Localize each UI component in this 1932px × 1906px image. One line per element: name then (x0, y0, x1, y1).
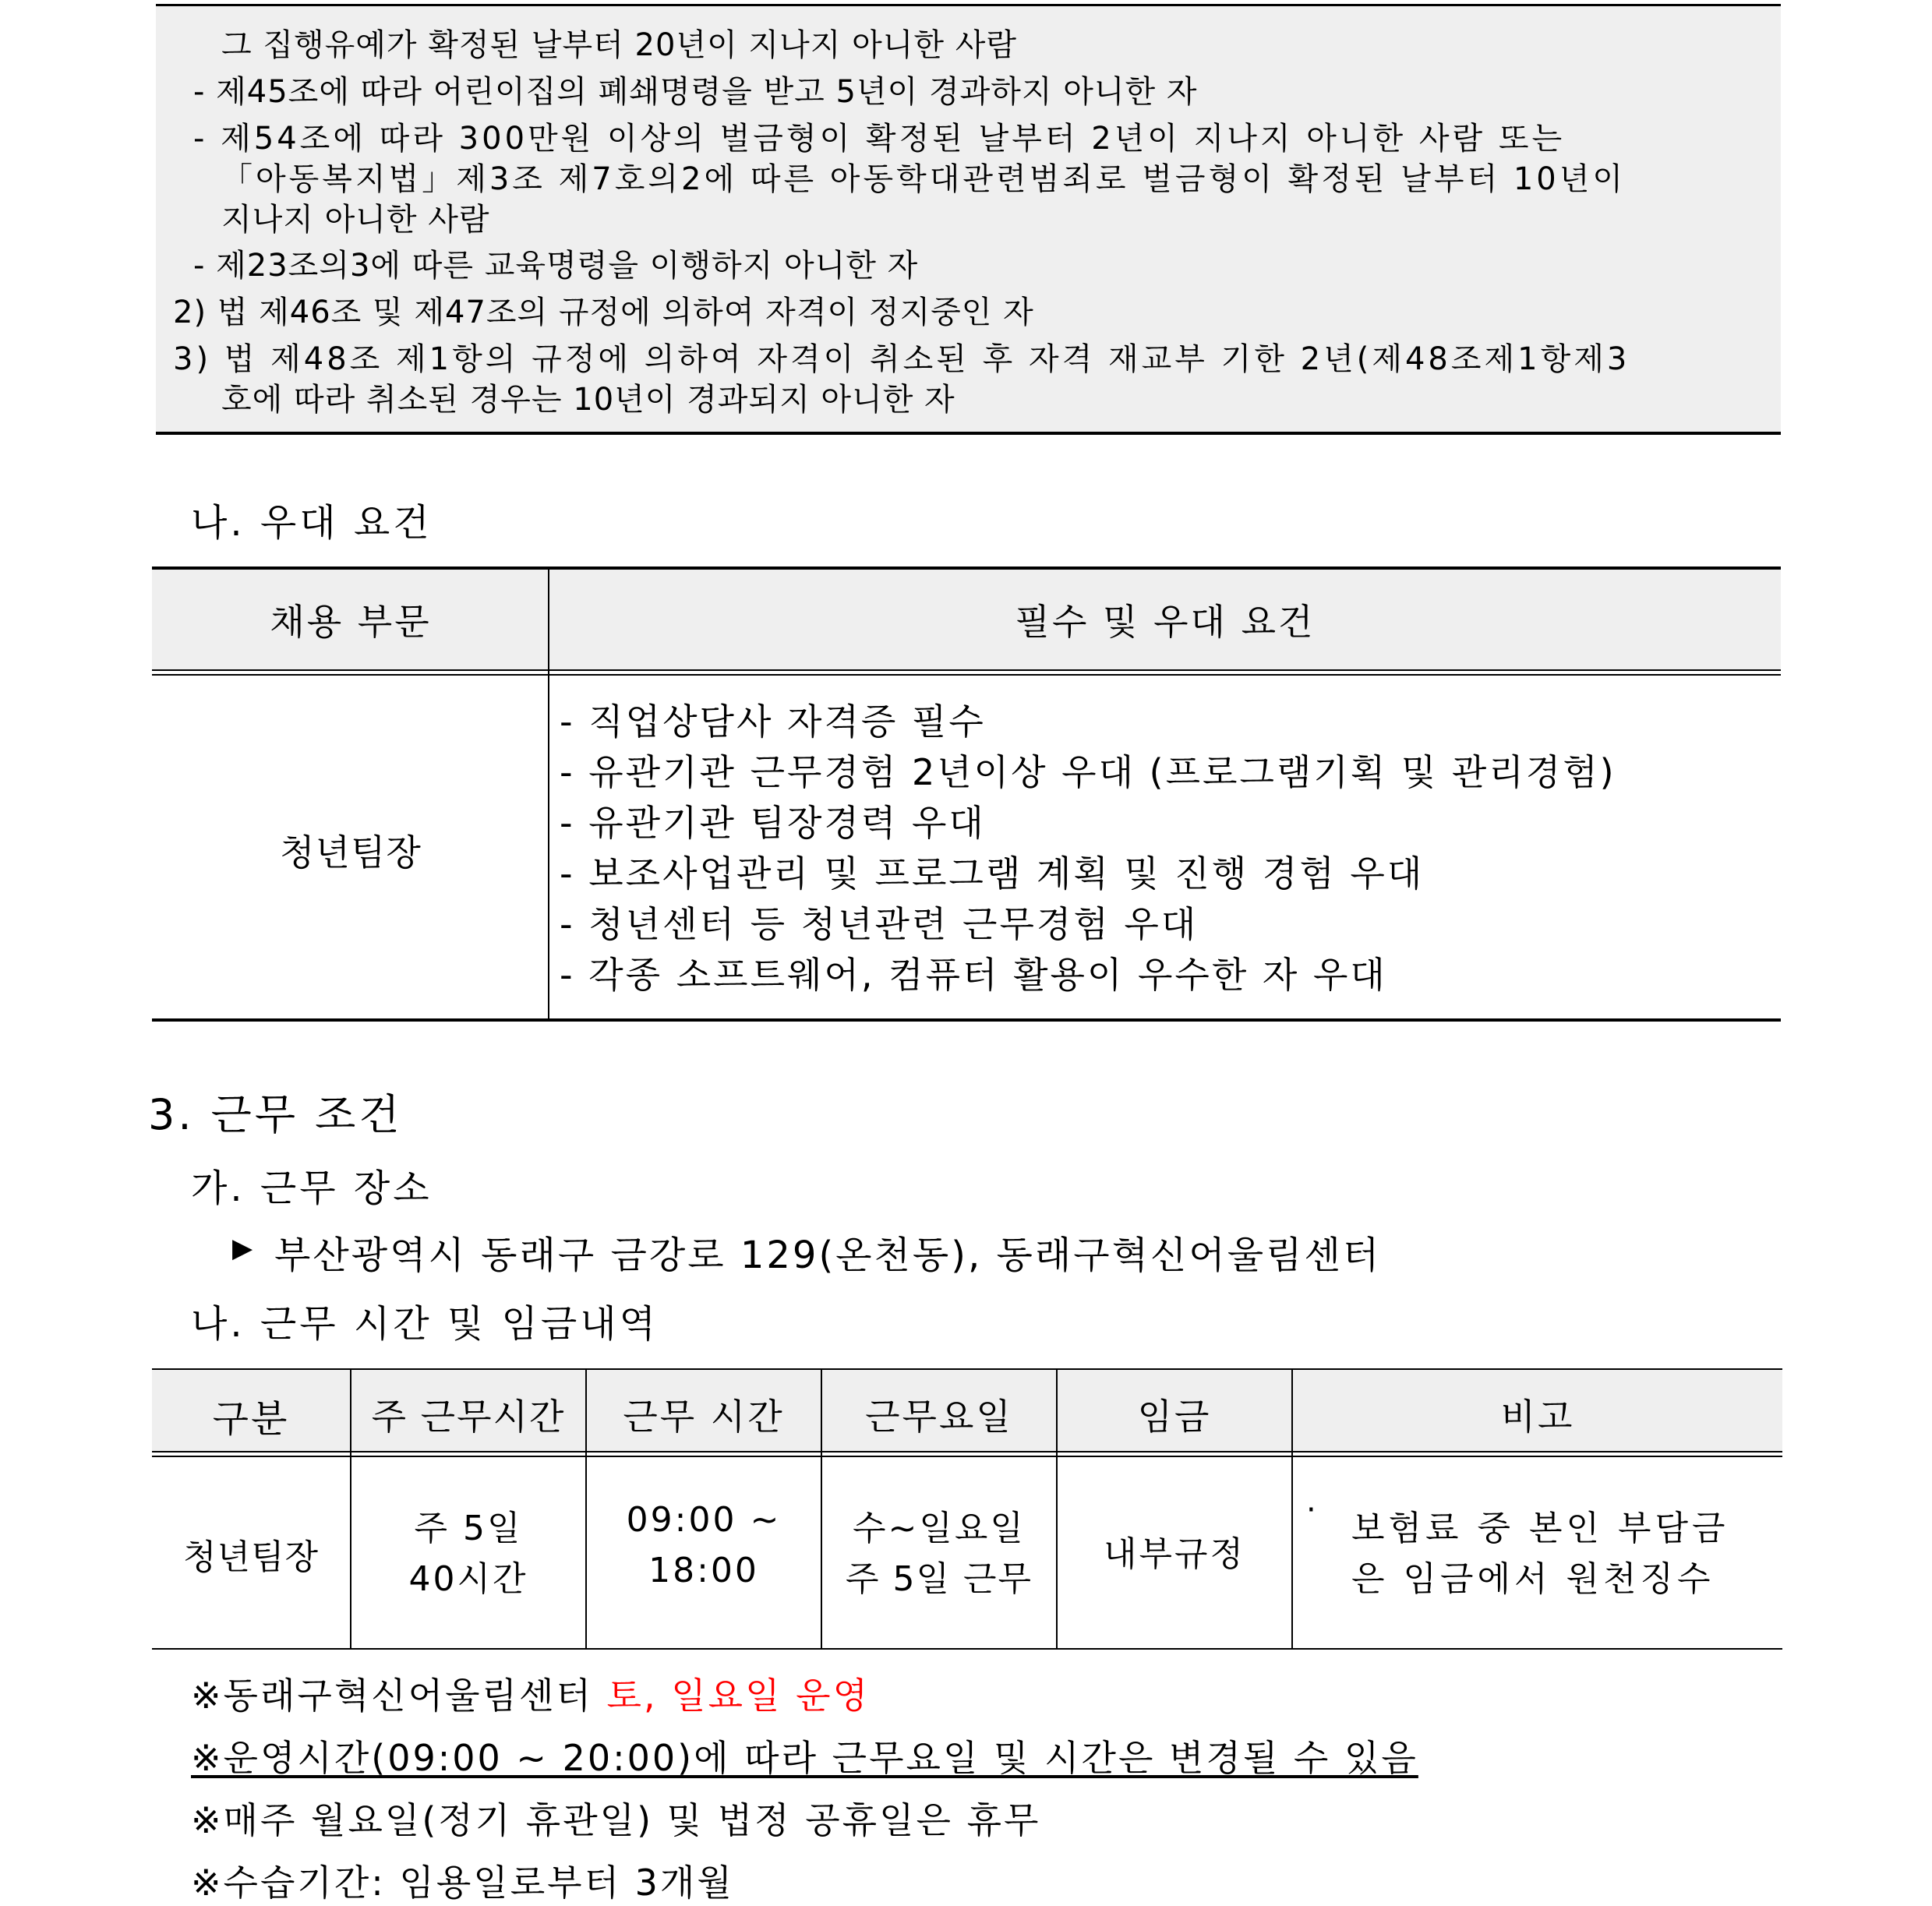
table2-remark-line-1: 보험료 중 본인 부담금 (1351, 1509, 1729, 1548)
work-location: 부산광역시 동래구 금강로 129(온천동), 동래구혁신어울림센터 (274, 1234, 1382, 1277)
note-operating-days-prefix: ※동래구혁신어울림센터 (191, 1675, 607, 1717)
table2-header-weekly-hours: 주 근무시간 (371, 1396, 566, 1438)
table2-weekly-line-2: 40시간 (408, 1559, 528, 1599)
box-line-1: 그 집행유예가 확정된 날부터 20년이 지나지 아니한 사람 (221, 27, 1017, 63)
hours-heading: 나. 근무 시간 및 임금내역 (191, 1302, 659, 1346)
table1-bottom-rule (152, 1018, 1781, 1022)
box-line-5: 지나지 아니한 사람 (221, 202, 490, 238)
requirement-item: - 직업상담사 자격증 필수 (560, 701, 986, 743)
table2-time-line-2: 18:00 (648, 1551, 759, 1590)
table2-header-rule-2 (152, 1456, 1782, 1457)
box-line-8: 3) 법 제48조 제1항의 규정에 의하여 자격이 취소된 후 자격 재교부 기한 2년(제48조제1항제3 (173, 341, 1630, 377)
table1-header-rule (152, 669, 1781, 671)
requirement-item: - 각종 소프트웨어, 컴퓨터 활용이 우수한 자 우대 (560, 954, 1387, 996)
requirement-item: - 보조사업관리 및 프로그램 계획 및 진행 경험 우대 (560, 852, 1425, 895)
table2-header-work-days: 근무요일 (865, 1396, 1013, 1438)
table2-days-line-1: 수~일요일 (853, 1509, 1026, 1548)
requirement-item: - 청년센터 등 청년관련 근무경험 우대 (560, 903, 1199, 945)
table2-header-pay: 임금 (1137, 1396, 1212, 1438)
table2-header-work-time: 근무 시간 (623, 1396, 785, 1438)
note-operating-hours: ※운영시간(09:00 ~ 20:00)에 따라 근무요일 및 시간은 변경될 수 있음 (191, 1737, 1418, 1779)
note-holidays: ※매주 월요일(정기 휴관일) 및 법정 공휴일은 휴무 (191, 1799, 1041, 1841)
triangle-bullet-icon: ▶ (232, 1233, 256, 1264)
table1-header-dept: 채용 부문 (270, 601, 432, 643)
preferred-heading: 나. 우대 요건 (191, 501, 433, 545)
table1-header-rule-2 (152, 674, 1781, 676)
table2-header-category: 구분 (212, 1397, 290, 1441)
location-heading: 가. 근무 장소 (191, 1167, 433, 1210)
table2-time-line-1: 09:00 ~ (626, 1500, 782, 1540)
box-line-7: 2) 법 제46조 및 제47조의 규정에 의하여 자격이 정지중인 자 (173, 295, 1034, 330)
table1-dept-cell: 청년팀장 (280, 831, 422, 874)
conditions-heading: 3. 근무 조건 (148, 1090, 403, 1139)
table2-days-line-2: 주 5일 근무 (846, 1559, 1033, 1599)
box-line-3: - 제54조에 따라 300만원 이상의 벌금형이 확정된 날부터 2년이 지나지 아니한 사람 또는 (193, 121, 1566, 157)
box-line-9: 호에 따라 취소된 경우는 10년이 경과되지 아니한 자 (221, 382, 955, 418)
box-line-4: 「아동복지법」제3조 제7호의2에 따른 아동학대관련범죄로 벌금형이 확정된 날부터 10년이 (221, 161, 1626, 197)
table2-header-remarks: 비고 (1500, 1396, 1575, 1438)
table2-remark-line-2: 은 임금에서 원천징수 (1351, 1559, 1715, 1599)
remark-bullet-icon: · (1306, 1492, 1319, 1528)
box-line-2: - 제45조에 따라 어린이집의 폐쇄명령을 받고 5년이 경과하지 아니한 자 (193, 74, 1198, 110)
table1-header-requirements: 필수 및 우대 요건 (1015, 601, 1316, 643)
note-probation: ※수습기간: 임용일로부터 3개월 (191, 1862, 734, 1904)
table2-dept-cell: 청년팀장 (182, 1537, 319, 1577)
table2-weekly-line-1: 주 5일 (414, 1509, 523, 1548)
requirement-item: - 유관기관 근무경험 2년이상 우대 (프로그램기획 및 관리경험) (560, 751, 1616, 793)
table2-header-rule (152, 1451, 1782, 1452)
note-operating-days (191, 1668, 870, 1719)
table2-bottom-rule (152, 1648, 1782, 1650)
table2-pay-cell: 내부규정 (1103, 1534, 1245, 1574)
box-line-6: - 제23조의3에 따른 교육명령을 이행하지 아니한 자 (193, 248, 919, 284)
note-weekend-highlight: 토, 일요일 운영 (606, 1675, 871, 1717)
disqualification-box (156, 4, 1781, 435)
requirement-item: - 유관기관 팀장경력 우대 (560, 802, 986, 844)
